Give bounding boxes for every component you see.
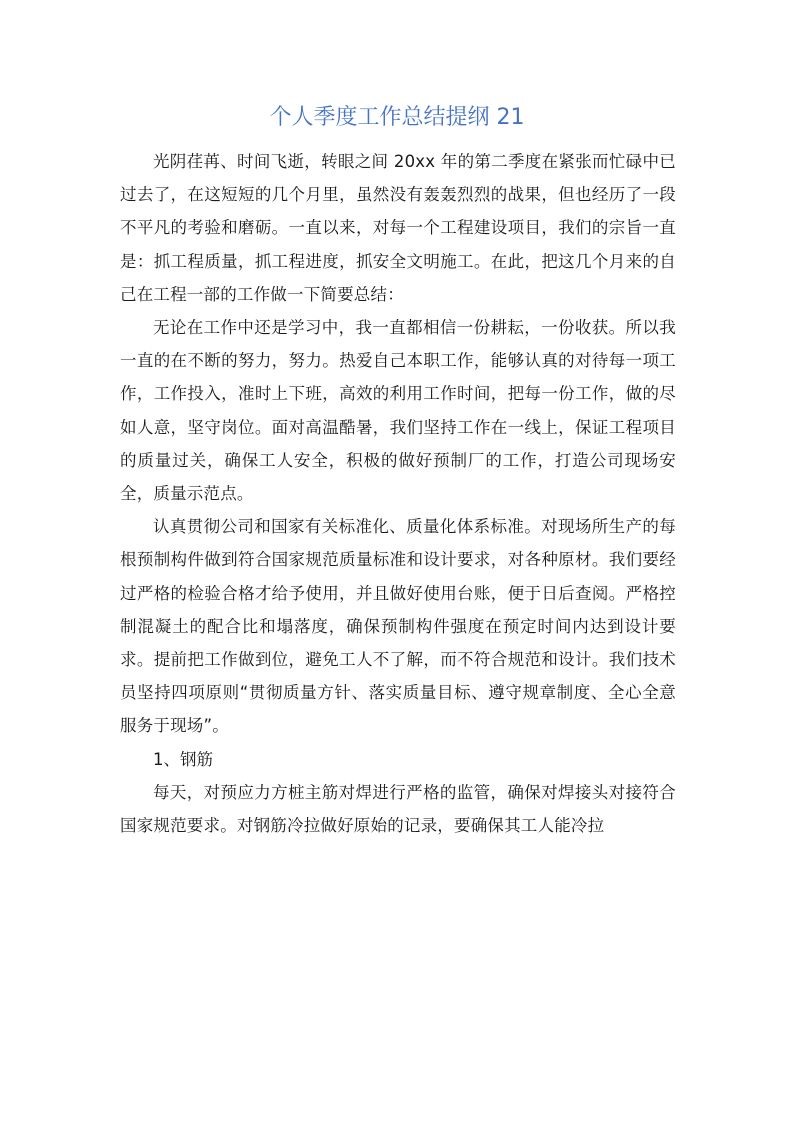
section-heading-rebar: 1、钢筋 — [153, 749, 213, 769]
paragraph-rebar: 每天，对预应力方桩主筋对焊进行严格的监管，确保对焊接头对接符合国家规范要求。对钢筋冷拉做好原始的记录，要确保其工人能冷拉 — [120, 782, 676, 836]
paragraph-intro: 光阴荏苒、时间飞逝，转眼之间 20xx 年的第二季度在紧张而忙碌中已过去了，在这短短的几个月里，虽然没有轰轰烈烈的战果，但也经历了一段不平凡的考验和磨砺。一直以来，对每一个工程建设项目，我们的宗旨一直是：抓工程质量，抓工程进度，抓安全文明施工。在此，把这几个月来的自己在工程一部的工作做一下简要总结： — [120, 152, 676, 304]
document-title: 个人季度工作总结提纲 21 — [269, 105, 525, 130]
document-body — [120, 145, 676, 842]
paragraph-standards: 认真贯彻公司和国家有关标准化、质量化体系标准。对现场所生产的每根预制构件做到符合国家规范质量标准和设计要求，对各种原材。我们要经过严格的检验合格才给予使用，并且做好使用台账，便于日后查阅。严格控制混凝土的配合比和塌落度，确保预制构件强度在预定时间内达到设计要求。提前把工作做到位，避免工人不了解，而不符合规范和设计。我们技术员坚持四项原则“贯彻质量方针、落实质量目标、遵守规章制度、全心全意服务于现场”。 — [120, 517, 676, 736]
paragraph-attitude: 无论在工作中还是学习中，我一直都相信一份耕耘，一份收获。所以我一直的在不断的努力，努力。热爱自己本职工作，能够认真的对待每一项工作，工作投入，准时上下班，高效的利用工作时间，把每一份工作，做的尽如人意，坚守岗位。面对高温酷暑，我们坚持工作在一线上，保证工程项目的质量过关，确保工人安全，积极的做好预制厂的工作，打造公司现场安全，质量示范点。 — [120, 318, 676, 504]
